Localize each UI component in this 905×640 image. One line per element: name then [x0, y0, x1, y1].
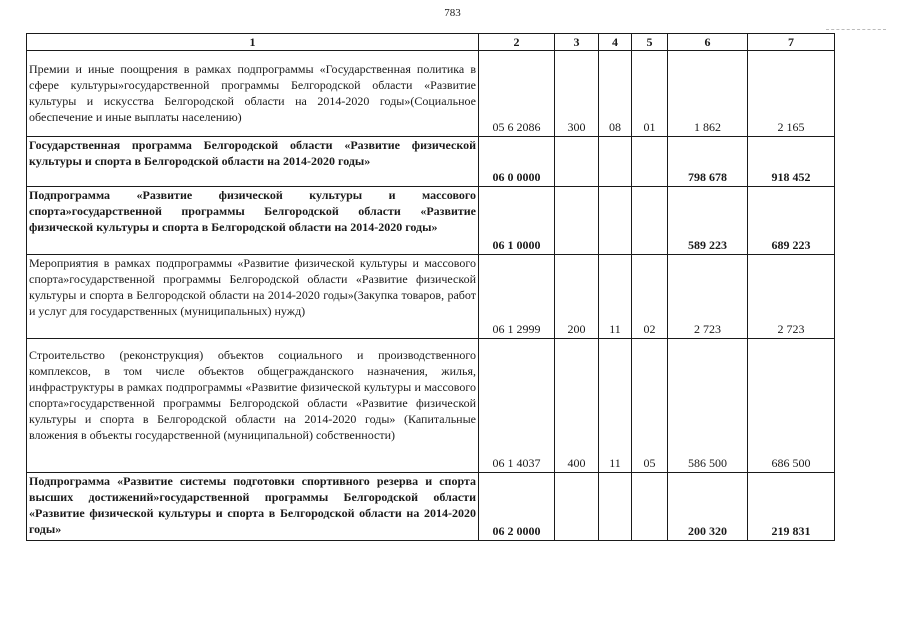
header-row [27, 34, 835, 51]
row-rz [599, 473, 632, 541]
table-row [27, 51, 835, 137]
row-csr: 06 0 0000 [479, 137, 555, 187]
row-vr: 400 [555, 339, 599, 473]
row-csr: 06 2 0000 [479, 473, 555, 541]
row-sum2: 219 831 [748, 473, 835, 541]
row-vr [555, 187, 599, 255]
row-sum2: 2 165 [748, 51, 835, 137]
row-sum2: 918 452 [748, 137, 835, 187]
row-name: Государственная программа Белгородской области «Развитие физической культуры и спорта в Белгородской области на 2014-2020 годы» [27, 137, 479, 187]
row-pr: 05 [632, 339, 668, 473]
column-header: 6 [668, 34, 748, 51]
row-sum2: 689 223 [748, 187, 835, 255]
row-vr: 200 [555, 255, 599, 339]
row-rz: 11 [599, 339, 632, 473]
row-sum1: 589 223 [668, 187, 748, 255]
row-sum1: 1 862 [668, 51, 748, 137]
row-sum1: 586 500 [668, 339, 748, 473]
table-row [27, 137, 835, 187]
row-csr: 06 1 4037 [479, 339, 555, 473]
row-name: Подпрограмма «Развитие физической культуры и массового спорта»государственной программы Белгородской области «Развитие физической культуры и спорта в Белгородской области на 2014-2020 годы» [27, 187, 479, 255]
page-number: 783 [444, 7, 461, 19]
column-header: 3 [555, 34, 599, 51]
row-sum1: 2 723 [668, 255, 748, 339]
column-header: 7 [748, 34, 835, 51]
row-pr [632, 187, 668, 255]
row-csr: 05 6 2086 [479, 51, 555, 137]
row-name: Подпрограмма «Развитие системы подготовки спортивного резерва и спорта высших достижений»государственной программы Белгородской области «Развитие физической культуры и спорта в Белгородской области на 2014-2020 годы» [27, 473, 479, 541]
row-rz [599, 137, 632, 187]
row-vr [555, 137, 599, 187]
row-name: Строительство (реконструкция) объектов социального и производственного комплексов, в том числе объектов общегражданского назначения, жилья, инфраструктуры в рамках подпрограммы «Развитие физической культуры и массового спорта»государственной программы Белгородской области «Развитие физической культуры и спорта в Белгородской области на 2014-2020 годы» (Капитальные вложения в объекты государственной (муниципальной) собственности) [27, 339, 479, 473]
table-row [27, 339, 835, 473]
table-row [27, 255, 835, 339]
row-rz [599, 187, 632, 255]
row-rz: 08 [599, 51, 632, 137]
row-pr: 01 [632, 51, 668, 137]
row-name: Мероприятия в рамках подпрограммы «Развитие физической культуры и массового спорта»государственной программы Белгородской области «Развитие физической культуры и спорта в Белгородской области на 2014-2020 годы»(Закупка товаров, работ и услуг для государственных (муниципальных) нужд) [27, 255, 479, 339]
row-sum1: 200 320 [668, 473, 748, 541]
row-vr [555, 473, 599, 541]
budget-table [26, 33, 835, 541]
table-row [27, 473, 835, 541]
column-header: 1 [27, 34, 479, 51]
row-pr [632, 473, 668, 541]
row-sum1: 798 678 [668, 137, 748, 187]
column-header: 5 [632, 34, 668, 51]
column-header: 2 [479, 34, 555, 51]
row-rz: 11 [599, 255, 632, 339]
column-header: 4 [599, 34, 632, 51]
row-name: Премии и иные поощрения в рамках подпрограммы «Государственная политика в сфере культуры»государственной программы Белгородской области «Развитие культуры и искусства Белгородской области на 2014-2020 годы»(Социальное обеспечение и иные выплаты населению) [27, 51, 479, 137]
row-pr [632, 137, 668, 187]
row-csr: 06 1 2999 [479, 255, 555, 339]
table-row [27, 187, 835, 255]
scan-artifact-line [826, 29, 886, 30]
row-sum2: 686 500 [748, 339, 835, 473]
row-vr: 300 [555, 51, 599, 137]
row-sum2: 2 723 [748, 255, 835, 339]
row-csr: 06 1 0000 [479, 187, 555, 255]
row-pr: 02 [632, 255, 668, 339]
